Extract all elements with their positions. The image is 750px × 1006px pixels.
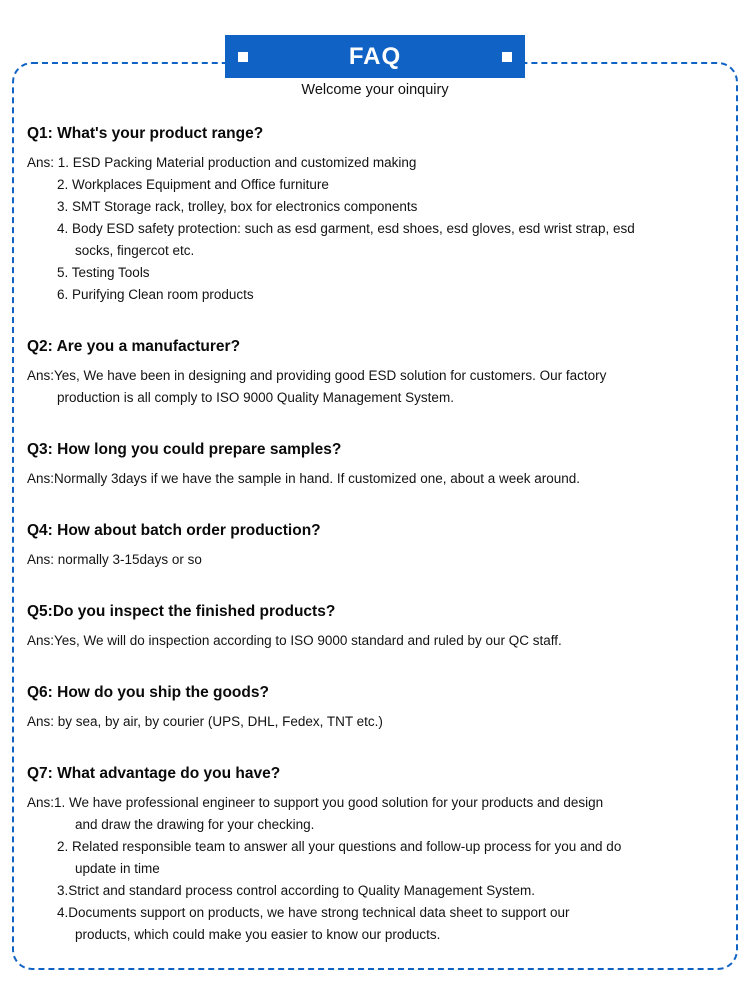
faq-content	[14, 64, 736, 977]
faq-answer-line: socks, fingercot etc.	[75, 243, 195, 258]
faq-subtitle: Welcome your oinquiry	[301, 82, 449, 98]
faq-banner	[225, 35, 525, 78]
faq-item	[27, 521, 716, 571]
faq-answer-line: 2. Related responsible team to answer all your questions and follow-up process for you and do	[57, 839, 622, 854]
faq-answer-line: 4. Body ESD safety protection: such as esd garment, esd shoes, esd gloves, esd wrist strap, esd	[57, 221, 635, 236]
faq-answer-line: 5. Testing Tools	[57, 265, 150, 280]
faq-answer-line: 6. Purifying Clean room products	[57, 287, 254, 302]
faq-answer-line: 4.Documents support on products, we have strong technical data sheet to support our	[57, 905, 570, 920]
faq-answer-line: 3.Strict and standard process control according to Quality Management System.	[57, 883, 535, 898]
faq-answer-line: Ans:Yes, We have been in designing and providing good ESD solution for customers. Our factory	[27, 368, 607, 383]
faq-item	[27, 764, 716, 946]
faq-question: Q3: How long you could prepare samples?	[27, 441, 342, 458]
faq-item	[27, 337, 716, 409]
faq-answer-line: Ans:Normally 3days if we have the sample in hand. If customized one, about a week around.	[27, 471, 581, 486]
faq-answer-line: Ans:Yes, We will do inspection according to ISO 9000 standard and ruled by our QC staff.	[27, 633, 562, 648]
faq-question: Q4: How about batch order production?	[27, 522, 321, 539]
faq-question: Q1: What's your product range?	[27, 125, 264, 142]
banner-left-square-icon	[238, 52, 248, 62]
faq-answer-line: Ans: by sea, by air, by courier (UPS, DHL, Fedex, TNT etc.)	[27, 714, 383, 729]
faq-answer-line: Ans:1. We have professional engineer to support you good solution for your products and design	[27, 795, 604, 810]
faq-answer-line: production is all comply to ISO 9000 Quality Management System.	[57, 390, 454, 405]
faq-item	[27, 602, 716, 652]
faq-item	[27, 683, 716, 733]
faq-question: Q5:Do you inspect the finished products?	[27, 603, 336, 620]
faq-answer-line: Ans: 1. ESD Packing Material production and customized making	[27, 155, 417, 170]
faq-answer-line: and draw the drawing for your checking.	[75, 817, 315, 832]
faq-question: Q2: Are you a manufacturer?	[27, 338, 241, 355]
faq-question: Q7: What advantage do you have?	[27, 765, 281, 782]
faq-answer-line: products, which could make you easier to know our products.	[75, 927, 441, 942]
faq-answer-line: Ans: normally 3-15days or so	[27, 552, 202, 567]
faq-item	[27, 124, 716, 306]
faq-item	[27, 440, 716, 490]
faq-answer-line: update in time	[75, 861, 160, 876]
faq-answer-line: 2. Workplaces Equipment and Office furniture	[57, 177, 329, 192]
faq-answer-line: 3. SMT Storage rack, trolley, box for electronics components	[57, 199, 418, 214]
faq-list	[14, 124, 736, 946]
banner-right-square-icon	[502, 52, 512, 62]
faq-title: FAQ	[348, 42, 402, 70]
faq-question: Q6: How do you ship the goods?	[27, 684, 269, 701]
